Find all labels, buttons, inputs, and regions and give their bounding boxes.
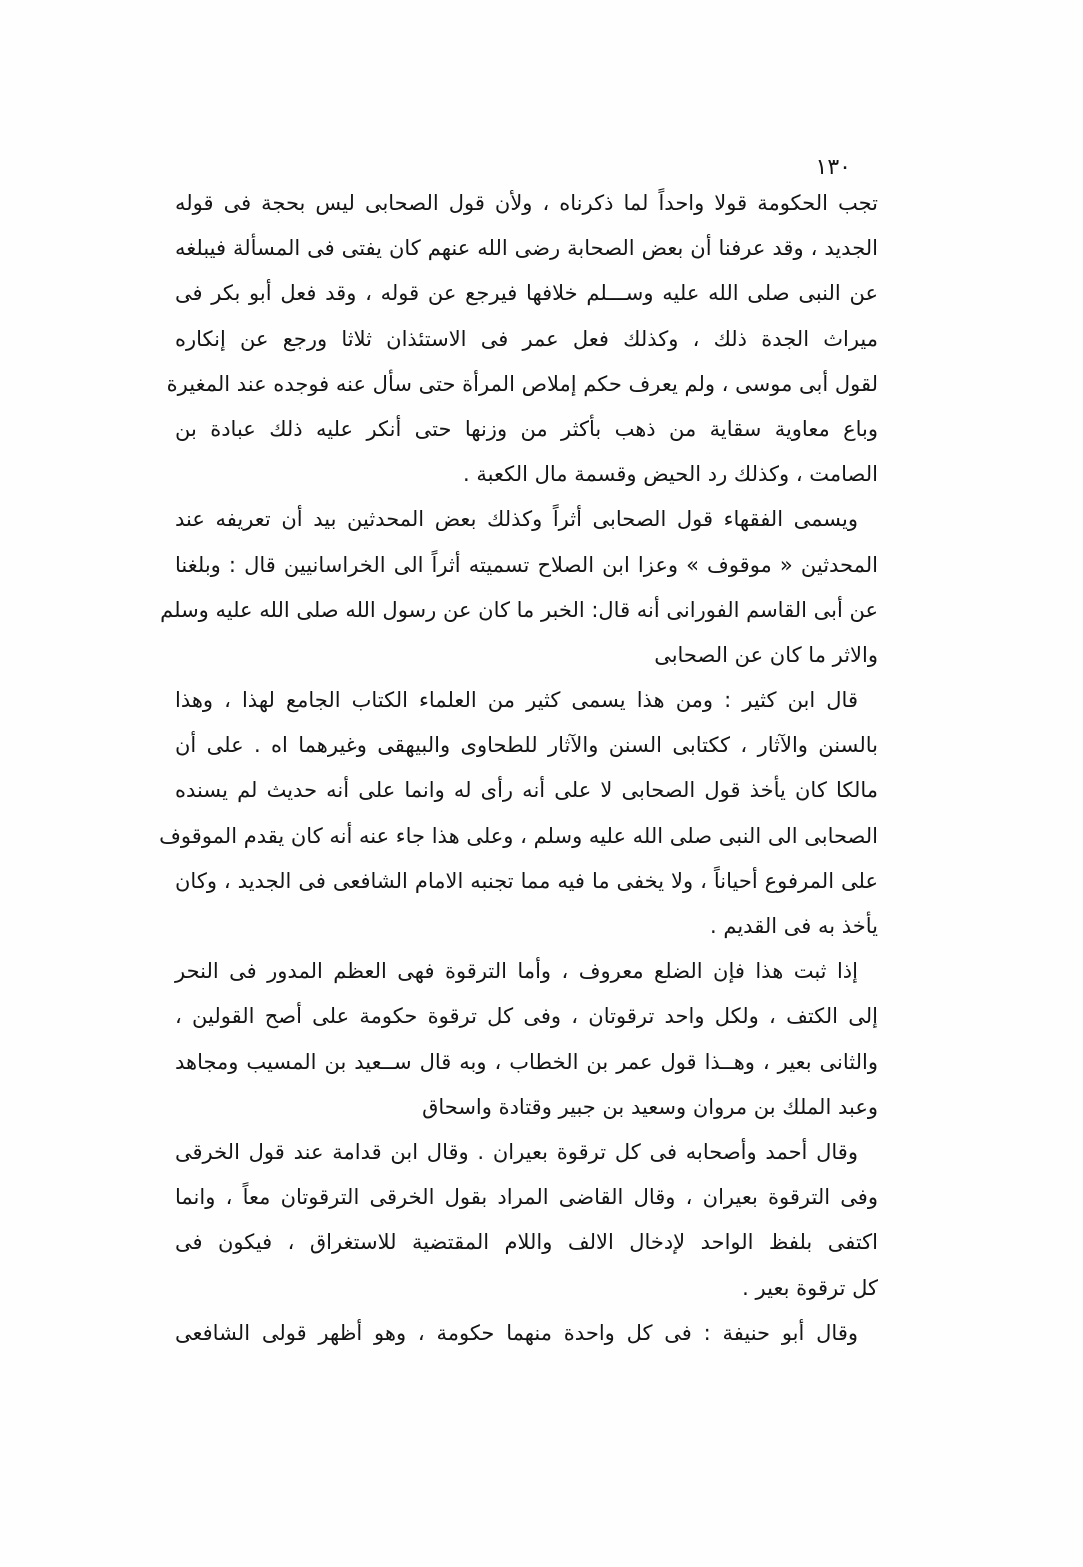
text-line: والاثر ما كان عن الصحابى bbox=[654, 642, 878, 667]
text-line: بالسنن والآثار ، ككتابى السنن والآثار للطحاوى والبيهقى وغيرهما اه . على أن bbox=[175, 733, 878, 758]
paragraph bbox=[175, 1311, 878, 1356]
body-text bbox=[159, 181, 878, 1356]
text-line: وباع معاوية سقاية من ذهب بأكثر من وزنها حتى أنكر عليه ذلك عبادة بن bbox=[175, 416, 878, 441]
text-line: وعبد الملك بن مروان وسعيد بن جبير وقتادة واسحاق bbox=[422, 1094, 878, 1119]
text-line: يأخذ به فى القديم . bbox=[710, 914, 878, 938]
text-line: وقال أحمد وأصحابه فى كل ترقوة بعيران . وقال ابن قدامة عند قول الخرقى bbox=[175, 1139, 858, 1164]
text-line: الصحابى الى النبى صلى الله عليه وسلم ، وعلى هذا جاء عنه أنه كان يقدم الموقوف bbox=[159, 823, 878, 848]
paragraph bbox=[160, 497, 878, 678]
page-number: ١٣٠ bbox=[815, 155, 851, 180]
text-line: الصامت ، وكذلك رد الحيض وقسمة مال الكعبة . bbox=[463, 462, 878, 487]
text-line: إذا ثبت هذا فإن الضلع معروف ، وأما الترقوة فهى العظم المدور فى النحر bbox=[175, 959, 858, 984]
text-line: اكتفى بلفظ الواحد لإدخال الالف واللام المقتضية للاستغراق ، فيكون فى bbox=[175, 1230, 878, 1255]
text-line: والثانى بعير ، وهــذا قول عمر بن الخطاب ، وبه قال ســعيد بن المسيب ومجاهد bbox=[175, 1049, 878, 1074]
text-line: وفى الترقوة بعيران ، وقال القاضى المراد بقول الخرقى الترقوتان معاً ، وانما bbox=[175, 1185, 878, 1210]
text-line: تجب الحكومة قولا واحداً لما ذكرناه ، ولأن قول الصحابى ليس بحجة فى قوله bbox=[175, 191, 878, 215]
text-line: عن النبى صلى الله عليه وســـلم خلافها فيرجع عن قوله ، وقد فعل أبو بكر فى bbox=[175, 281, 878, 306]
paragraph bbox=[166, 181, 878, 497]
text-line: قال ابن كثير : ومن هذا يسمى كثير من العلماء الكتاب الجامع لهذا ، وهذا bbox=[175, 688, 858, 713]
text-line: عن أبى القاسم الفورانى أنه قال: الخبر ما كان عن رسول الله صلى الله عليه وسلم bbox=[160, 597, 878, 622]
text-line: المحدثين « موقوف » وعزا ابن الصلاح تسميته أثراً الى الخراسانيين قال : وبلغنا bbox=[175, 552, 878, 577]
text-line: مالكا كان يأخذ قول الصحابى لا على أنه رأى له وانما على أنه حديث لم يسنده bbox=[175, 778, 878, 803]
paragraph bbox=[175, 1130, 878, 1311]
text-line: لقول أبى موسى ، ولم يعرف حكم إملاص المرأة حتى سأل عنه فوجده عند المغيرة bbox=[166, 371, 878, 396]
paragraph bbox=[159, 678, 878, 949]
text-line: ميراث الجدة ذلك ، وكذلك فعل عمر فى الاستئذان ثلاثا ورجع عن إنكاره bbox=[175, 326, 878, 351]
text-line: إلى الكتف ، ولكل واحد ترقوتان ، وفى كل ترقوة حكومة على أصح القولين ، bbox=[175, 1004, 878, 1029]
text-line: كل ترقوة بعير . bbox=[742, 1275, 878, 1300]
text-line: الجديد ، وقد عرفنا أن بعض الصحابة رضى الله عنهم كان يفتى فى المسألة فيبلغه bbox=[175, 236, 878, 261]
paragraph bbox=[175, 949, 878, 1130]
text-line: وقال أبو حنيفة : فى كل واحدة منهما حكومة ، وهو أظهر قولى الشافعى bbox=[175, 1320, 858, 1345]
text-line: على المرفوع أحياناً ، ولا يخفى ما فيه مما تجنبه الامام الشافعى فى الجديد ، وكان bbox=[175, 868, 878, 893]
text-line: ويسمى الفقهاء قول الصحابى أثراً وكذلك بعض المحدثين بيد أن تعريفه عند bbox=[175, 507, 858, 532]
